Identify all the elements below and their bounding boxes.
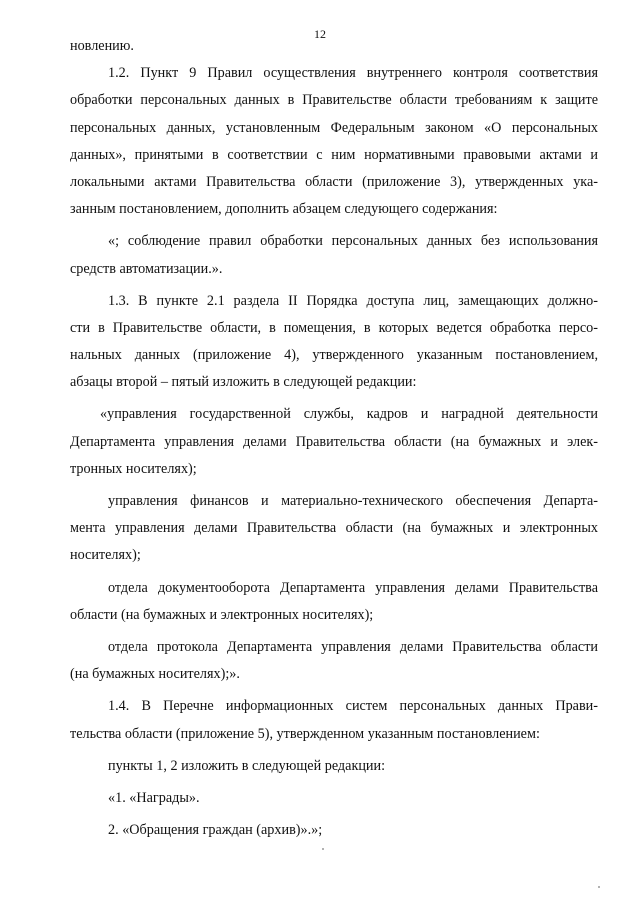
text-line: персональных данных, установленным Федеральным законом «О персональных [70,119,598,136]
text-line: управления финансов и материально-технического обеспечения Департа- [108,493,598,509]
text-line: 1.2. Пункт 9 Правил осуществления внутреннего контроля соответствия [108,65,598,82]
text-line: 1.3. В пункте 2.1 раздела II Порядка доступа лиц, замещающих должно- [108,292,598,309]
text-line: новлению. [70,38,134,54]
document-body [70,33,598,844]
text-line: «; соблюдение правил обработки персональных данных без использования [108,233,598,250]
text-line: Департамента управления делами Правительства области (на бумажных и элек- [70,433,598,450]
text-line: средств автоматизации.». [70,260,223,277]
text-line: 2. «Обращения граждан (архив)».»; [108,822,323,839]
text-line: 1.4. В Перечне информационных систем персональных данных Прави- [108,698,598,715]
scan-speck [598,886,600,888]
text-line: локальными актами Правительства области (приложение 3), утвержденных ука- [70,173,598,190]
text-line: нальных данных (приложение 4), утвержденного указанным постановлением, [70,347,598,364]
text-line: мента управления делами Правительства области (на бумажных и электронных [70,520,598,537]
text-line: тронных носителях); [70,460,197,477]
page-number: 12 [314,27,326,41]
text-line: абзацы второй – пятый изложить в следующей редакции: [70,374,417,391]
text-line: «1. «Награды». [108,789,200,806]
text-line: тельства области (приложение 5), утвержденном указанным постановлением: [70,725,540,742]
text-line: (на бумажных носителях);». [70,666,240,683]
text-line: обработки персональных данных в Правительстве области требованиям к защите [70,92,598,109]
text-line: отдела документооборота Департамента управления делами Правительства [108,579,598,596]
text-line: пункты 1, 2 изложить в следующей редакции: [108,757,386,774]
text-line: данных», принятыми в соответствии с ним нормативными правовыми актами и [70,146,598,163]
text-line: отдела протокола Департамента управления делами Правительства области [108,638,598,655]
text-line: «управления государственной службы, кадров и наградной деятельности [100,406,598,423]
scan-speck [322,848,324,850]
text-line: носителях); [70,547,141,564]
text-line: занным постановлением, дополнить абзацем следующего содержания: [70,201,498,218]
text-line: сти в Правительстве области, в помещения, в которых ведется обработка персо- [70,319,598,336]
text-line: области (на бумажных и электронных носителях); [70,606,374,623]
